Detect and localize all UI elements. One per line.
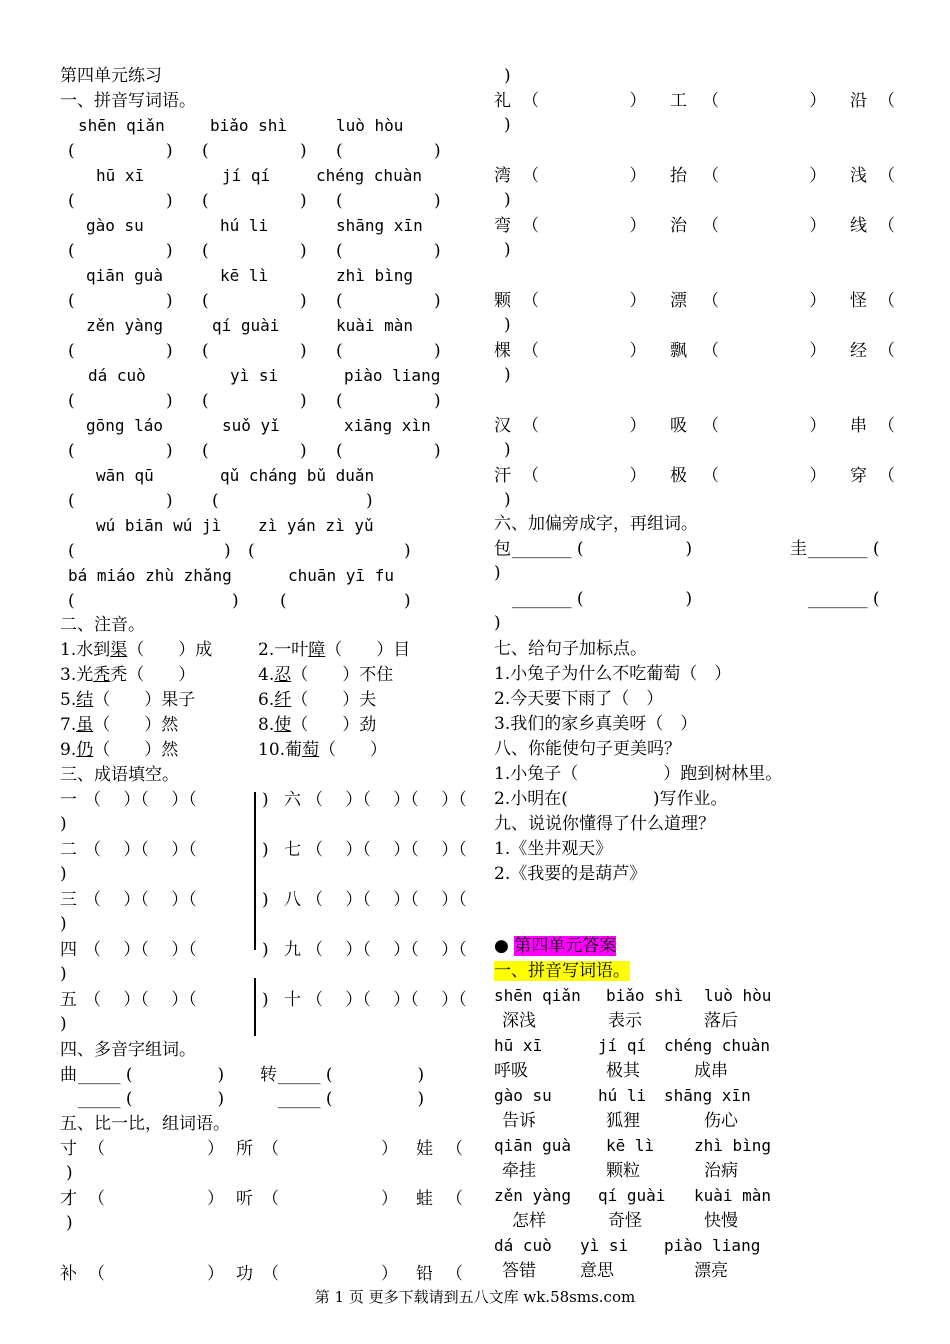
answer-pinyin: yì si: [580, 1236, 629, 1255]
answer-pinyin: shāng xīn: [664, 1086, 751, 1105]
answer-paren-open: (: [248, 541, 255, 561]
word-blank-close: ): [504, 490, 511, 510]
answer-paren-open: (: [336, 241, 343, 261]
phonetic-item: 10.葡萄（ ）: [258, 740, 388, 760]
idiom-blanks: （ ）（ ）（: [84, 840, 197, 860]
idiom-blanks: （ ）（ ）（ ）（: [306, 990, 467, 1010]
answer-paren-close: ): [166, 141, 173, 161]
answer-paren-open: (: [336, 141, 343, 161]
answer-pinyin: kuài màn: [694, 1186, 772, 1205]
pinyin-prompt: hū xī: [96, 166, 145, 185]
idiom-blanks: （ ）（ ）（: [84, 990, 197, 1010]
pinyin-prompt: luò hòu: [336, 116, 404, 135]
answer-paren-close: ): [300, 441, 307, 461]
pinyin-prompt: qiān guà: [86, 266, 164, 285]
pinyin-prompt: chéng chuàn: [316, 166, 422, 185]
pinyin-prompt: chuān yī fu: [288, 566, 394, 585]
compare-char: 汗: [494, 466, 511, 486]
answer-paren-close: ): [434, 241, 441, 261]
pinyin-prompt: bá miáo zhù zhǎng: [68, 566, 232, 585]
answer-paren-open: (: [202, 441, 209, 461]
word-blank: （ ）: [702, 91, 827, 111]
word-blank: （: [878, 466, 895, 486]
idiom-blanks: （ ）（ ）（ ）（: [306, 890, 467, 910]
compare-char: 铅: [416, 1264, 433, 1284]
word-blank-close: ): [504, 240, 511, 260]
pinyin-prompt: shāng xīn: [336, 216, 423, 235]
answer-title-text: 第四单元答案: [514, 936, 617, 956]
answer-word: 牵挂: [502, 1161, 536, 1181]
phonetic-item: 4.忍（ ）不住: [258, 665, 394, 685]
answer-word: 告诉: [502, 1111, 536, 1131]
answer-paren-open: (: [68, 291, 75, 311]
pinyin-prompt: dá cuò: [88, 366, 146, 385]
idiom-blanks: （ ）（ ）（ ）（: [306, 940, 467, 960]
word-blank: （ ）: [702, 341, 827, 361]
idiom-blank-close: ): [262, 940, 269, 960]
answer-paren-close: ): [434, 341, 441, 361]
word-blank: （: [878, 91, 895, 111]
answer-paren-close: ): [232, 591, 239, 611]
answer-word: 伤心: [704, 1111, 738, 1131]
answer-paren-open: (: [68, 141, 75, 161]
answer-word: 呼吸: [494, 1061, 528, 1081]
answer-paren-close: ): [300, 391, 307, 411]
underlined-char: 结: [76, 690, 94, 710]
answer-paren-open: (: [68, 241, 75, 261]
pinyin-prompt: suǒ yǐ: [222, 416, 280, 435]
phonetic-item: 8.使（ ）劲: [258, 715, 377, 735]
idiom-number: 九: [284, 940, 301, 960]
answer-paren-close: ): [300, 191, 307, 211]
idiom-blank-close: ): [262, 790, 269, 810]
section-7-title: 七、给句子加标点。: [494, 639, 647, 659]
answer-pinyin: dá cuò: [494, 1236, 552, 1255]
answer-word: 快慢: [704, 1211, 738, 1231]
answer-word: 奇怪: [608, 1211, 642, 1231]
answer-pinyin: gào su: [494, 1086, 552, 1105]
idiom-number: 四: [60, 940, 77, 960]
word-blank-close: ): [66, 1213, 73, 1233]
idiom-blank-close: ): [262, 890, 269, 910]
word-blank-close: ): [504, 365, 511, 385]
underlined-char: 秃: [93, 665, 111, 685]
idiom-number: 八: [284, 890, 301, 910]
answer-paren-close: ): [300, 291, 307, 311]
answer-word: 怎样: [512, 1211, 546, 1231]
idiom-number: 二: [60, 840, 77, 860]
answer-paren-open: (: [202, 391, 209, 411]
idiom-blank-close: ): [60, 1014, 67, 1034]
answer-paren-open: (: [336, 441, 343, 461]
answer-paren-close: ): [404, 541, 411, 561]
underlined-char: 仍: [76, 740, 94, 760]
section-4-title: 四、多音字组词。: [60, 1040, 196, 1060]
idiom-blanks: （ ）（ ）（ ）（: [306, 790, 467, 810]
answer-pinyin: jí qí: [598, 1036, 647, 1055]
answer-paren-open: (: [336, 341, 343, 361]
page-footer: 第 1 页 更多下载请到五八文库 wk.58sms.com: [314, 1288, 636, 1306]
section-6-title: 六、加偏旁成字，再组词。: [494, 514, 698, 534]
pinyin-prompt: kuài màn: [336, 316, 414, 335]
polyphone-blank: _____ ( ): [78, 1065, 225, 1085]
compare-char: 颗: [494, 291, 511, 311]
answer-pinyin: chéng chuàn: [664, 1036, 770, 1055]
answer-pinyin: luò hòu: [704, 986, 772, 1005]
phonetic-item: 3.光秃秃（ ）: [60, 665, 196, 685]
answer-word: 成串: [694, 1061, 728, 1081]
pinyin-prompt: xiāng xìn: [344, 416, 431, 435]
word-blank-close: ): [504, 315, 511, 335]
word-blank: （ ）: [522, 466, 647, 486]
answer-paren-open: (: [336, 191, 343, 211]
answer-paren-close: ): [166, 441, 173, 461]
answer-word: 意思: [580, 1261, 614, 1281]
word-blank-close: ): [504, 190, 511, 210]
answer-paren-close: ): [434, 141, 441, 161]
compare-char: 穿: [850, 466, 867, 486]
pinyin-prompt: wān qū: [96, 466, 154, 485]
word-blank-close: ): [66, 1163, 73, 1183]
pinyin-prompt: qǔ cháng bǔ duǎn: [220, 466, 375, 485]
pinyin-prompt: shēn qiǎn: [78, 116, 165, 135]
word-blank: （ ）: [702, 416, 827, 436]
answer-paren-close: ): [434, 191, 441, 211]
polyphone-char: 曲: [60, 1065, 77, 1085]
sentence-item: 1.小兔子（ ）跑到树林里。: [494, 764, 783, 784]
compare-char: 才: [60, 1189, 77, 1209]
pinyin-prompt: gōng láo: [86, 416, 164, 435]
answer-word: 表示: [608, 1011, 642, 1031]
compare-char: 礼: [494, 91, 511, 111]
pinyin-prompt: hú li: [220, 216, 269, 235]
section-5-title: 五、比一比，组词语。: [60, 1114, 230, 1134]
idiom-blanks: （ ）（ ）（: [84, 940, 197, 960]
answer-paren-open: (: [202, 141, 209, 161]
story-item: 2.《我要的是葫芦》: [494, 864, 647, 884]
pinyin-prompt: wú biān wú jì: [96, 516, 222, 535]
answer-paren-open: (: [202, 191, 209, 211]
idiom-number: 一: [60, 790, 77, 810]
punctuation-item: 3.我们的家乡真美呀（ ）: [494, 714, 698, 734]
answer-paren-open: (: [68, 341, 75, 361]
section-2-title: 二、注音。: [60, 615, 145, 635]
answer-paren-open: (: [68, 541, 75, 561]
phonetic-item: 9.仍（ ）然: [60, 740, 179, 760]
compare-char: 怪: [850, 291, 867, 311]
answer-paren-close: ): [404, 591, 411, 611]
word-blank: （ ）: [702, 166, 827, 186]
answer-word: 落后: [704, 1011, 738, 1031]
word-blank-close: ): [504, 440, 511, 460]
polyphone-blank: _____ ( ): [278, 1089, 425, 1109]
answer-paren-open: (: [202, 241, 209, 261]
answer-paren-close: ): [166, 391, 173, 411]
answer-pinyin: biǎo shì: [606, 986, 684, 1005]
word-blank: （: [878, 341, 895, 361]
answer-paren-close: ): [434, 441, 441, 461]
phonetic-item: 2.一叶障（ ）目: [258, 640, 411, 660]
idiom-blank-close: ): [60, 964, 67, 984]
word-blank: （ ）: [702, 466, 827, 486]
answer-paren-close: ): [366, 491, 373, 511]
phonetic-item: 1.水到渠（ ）成: [60, 640, 213, 660]
answer-paren-close: ): [224, 541, 231, 561]
answer-paren-open: (: [68, 191, 75, 211]
underlined-char: 障: [308, 640, 326, 660]
idiom-number: 五: [60, 990, 77, 1010]
word-blank-close: ): [504, 115, 511, 135]
answer-section-1-label: 一、拼音写词语。: [494, 961, 630, 981]
word-blank: （: [446, 1139, 463, 1159]
answer-pinyin: zěn yàng: [494, 1186, 572, 1205]
compare-char: 串: [850, 416, 867, 436]
answer-paren-close: ): [166, 341, 173, 361]
polyphone-char: 转: [260, 1065, 277, 1085]
answer-paren-close: ): [166, 491, 173, 511]
answer-paren-close: ): [166, 191, 173, 211]
word-blank: （ ）: [702, 291, 827, 311]
answer-paren-open: (: [68, 591, 75, 611]
section-1-title: 一、拼音写词语。: [60, 91, 196, 111]
word-blank: （ ）: [262, 1264, 398, 1284]
phonetic-item: 7.虽（ ）然: [60, 715, 179, 735]
answer-paren-close: ): [166, 291, 173, 311]
phonetic-item: 6.纤（ ）夫: [258, 690, 377, 710]
answer-paren-open: (: [68, 391, 75, 411]
answer-paren-close: ): [434, 291, 441, 311]
compare-char: 所: [236, 1139, 253, 1159]
compare-char: 极: [670, 466, 687, 486]
compare-char: 娃: [416, 1139, 433, 1159]
word-blank: （: [878, 216, 895, 236]
word-blank: （: [446, 1264, 463, 1284]
idiom-blank-close: ): [60, 814, 67, 834]
compare-char: 蛙: [416, 1189, 433, 1209]
answer-paren-open: (: [68, 441, 75, 461]
answer-pinyin: qí guài: [598, 1186, 666, 1205]
idiom-blanks: （ ）（ ）（: [84, 890, 197, 910]
answer-word: 极其: [606, 1061, 640, 1081]
divider-line: [254, 978, 256, 1036]
underlined-char: 渠: [110, 640, 128, 660]
divider-line: [254, 792, 256, 950]
answer-paren-open: (: [212, 491, 219, 511]
answer-word: 漂亮: [694, 1261, 728, 1281]
underlined-char: 忍: [274, 665, 292, 685]
phonetic-item: 5.结（ ）果子: [60, 690, 196, 710]
answer-pinyin: shēn qiǎn: [494, 986, 581, 1005]
word-blank-close: ): [494, 563, 501, 583]
answer-paren-open: (: [68, 491, 75, 511]
answer-paren-open: (: [336, 391, 343, 411]
answer-word: 狐狸: [606, 1111, 640, 1131]
word-blank: （ ）: [522, 341, 647, 361]
word-blank: （ ）: [88, 1189, 224, 1209]
pinyin-prompt: zì yán zì yǔ: [258, 516, 374, 535]
word-blank: （ ）: [702, 216, 827, 236]
word-blank: （ ）: [522, 166, 647, 186]
word-blank: （ ）: [88, 1264, 224, 1284]
pinyin-prompt: kē lì: [220, 266, 269, 285]
radical-blank: _______ (: [808, 589, 880, 609]
word-blank: （: [446, 1189, 463, 1209]
idiom-blank-close: ): [262, 840, 269, 860]
pinyin-prompt: zhì bìng: [336, 266, 414, 285]
compare-char: 棵: [494, 341, 511, 361]
compare-char: 听: [236, 1189, 253, 1209]
idiom-blank-close: ): [60, 864, 67, 884]
answer-paren-close: ): [434, 391, 441, 411]
word-blank: （ ）: [262, 1189, 398, 1209]
compare-char: 经: [850, 341, 867, 361]
word-blank: （ ）: [522, 291, 647, 311]
radical-blank: _______ ( ): [512, 589, 693, 609]
radical-char: 包: [494, 539, 511, 559]
answer-pinyin: qiān guà: [494, 1136, 572, 1155]
pinyin-prompt: biǎo shì: [210, 116, 288, 135]
underlined-char: 虽: [76, 715, 94, 735]
answer-paren-close: ): [166, 241, 173, 261]
idiom-number: 十: [284, 990, 301, 1010]
section-3-title: 三、成语填空。: [60, 765, 179, 785]
compare-char: 工: [670, 91, 687, 111]
section-8-title: 八、你能使句子更美吗？: [494, 739, 681, 759]
radical-blank: _______ ( ): [512, 539, 693, 559]
compare-char: 补: [60, 1264, 77, 1284]
compare-char: 汉: [494, 416, 511, 436]
idiom-blanks: （ ）（ ）（ ）（: [306, 840, 467, 860]
answer-paren-open: (: [202, 291, 209, 311]
compare-char: 湾: [494, 166, 511, 186]
word-blank-close: ): [494, 613, 501, 633]
polyphone-blank: _____ ( ): [78, 1089, 225, 1109]
compare-char: 线: [850, 216, 867, 236]
pinyin-prompt: gào su: [86, 216, 144, 235]
word-blank: （: [878, 416, 895, 436]
idiom-number: 三: [60, 890, 77, 910]
underlined-char: 萄: [302, 740, 320, 760]
radical-blank: _______ (: [808, 539, 880, 559]
answer-paren-close: ): [300, 341, 307, 361]
idiom-blank-close: ): [262, 990, 269, 1010]
pinyin-prompt: jí qí: [222, 166, 271, 185]
compare-char: 浅: [850, 166, 867, 186]
sentence-item: 2.小明在( )写作业。: [494, 789, 728, 809]
punctuation-item: 1.小兔子为什么不吃葡萄（ ）: [494, 664, 732, 684]
pinyin-prompt: zěn yàng: [86, 316, 164, 335]
idiom-number: 七: [284, 840, 301, 860]
compare-char: 治: [670, 216, 687, 236]
compare-char: 沿: [850, 91, 867, 111]
pinyin-prompt: qí guài: [212, 316, 280, 335]
answer-word: 深浅: [502, 1011, 536, 1031]
answer-pinyin: piào liang: [664, 1236, 761, 1255]
answer-paren-open: (: [280, 591, 287, 611]
section-9-title: 九、说说你懂得了什么道理？: [494, 814, 715, 834]
underlined-char: 纤: [274, 690, 292, 710]
answer-key-title: [494, 934, 616, 958]
answer-pinyin: hú li: [598, 1086, 647, 1105]
word-blank: （: [878, 291, 895, 311]
compare-char: 弯: [494, 216, 511, 236]
word-blank: （: [878, 166, 895, 186]
word-blank: （ ）: [522, 216, 647, 236]
word-blank: （ ）: [262, 1139, 398, 1159]
radical-char: 圭: [790, 539, 807, 559]
story-item: 1.《坐井观天》: [494, 839, 613, 859]
answer-section-1-title: [494, 959, 630, 983]
polyphone-blank: _____ ( ): [278, 1065, 425, 1085]
answer-paren-close: ): [300, 141, 307, 161]
answer-word: 治病: [704, 1161, 738, 1181]
word-blank: （ ）: [88, 1139, 224, 1159]
compare-char: 漂: [670, 291, 687, 311]
pinyin-prompt: yì si: [230, 366, 279, 385]
word-blank-close: ): [504, 66, 511, 86]
word-blank: （ ）: [522, 91, 647, 111]
answer-word: 颗粒: [606, 1161, 640, 1181]
answer-pinyin: zhì bìng: [694, 1136, 772, 1155]
bullet-icon: ●: [494, 936, 515, 956]
compare-char: 飘: [670, 341, 687, 361]
underlined-char: 使: [274, 715, 292, 735]
idiom-number: 六: [284, 790, 301, 810]
compare-char: 抬: [670, 166, 687, 186]
answer-paren-open: (: [202, 341, 209, 361]
idiom-blanks: （ ）（ ）（: [84, 790, 197, 810]
idiom-blank-close: ): [60, 914, 67, 934]
answer-pinyin: kē lì: [606, 1136, 655, 1155]
compare-char: 吸: [670, 416, 687, 436]
compare-char: 寸: [60, 1139, 77, 1159]
answer-word: 答错: [502, 1261, 536, 1281]
answer-pinyin: hū xī: [494, 1036, 543, 1055]
answer-paren-close: ): [300, 241, 307, 261]
punctuation-item: 2.今天要下雨了（ ）: [494, 689, 664, 709]
compare-char: 功: [236, 1264, 253, 1284]
pinyin-prompt: piào liang: [344, 366, 441, 385]
answer-paren-open: (: [336, 291, 343, 311]
worksheet-title: 第四单元练习: [60, 66, 162, 86]
word-blank: （ ）: [522, 416, 647, 436]
